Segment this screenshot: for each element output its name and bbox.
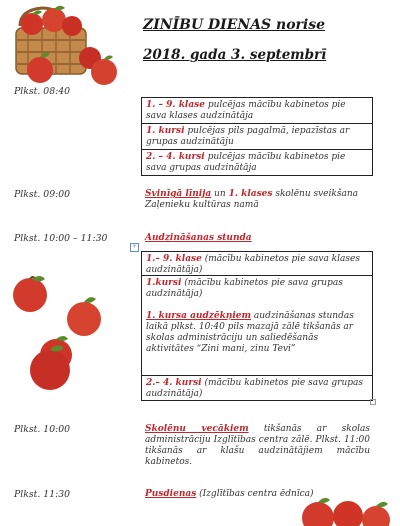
group-label: 2.– 4. kursi	[146, 378, 202, 388]
row-text: pulcējas mācību kabinetos pie sava klases audzinātāja	[146, 100, 346, 121]
event-text: Pusdienas (Izglītības centra ēdnīca)	[145, 489, 314, 499]
row-text: (mācību kabinetos pie sava grupas audzinātāja)	[146, 278, 343, 299]
group-label: 1. kursi	[146, 126, 185, 136]
table-row	[141, 124, 373, 150]
row-text: (mācību kabinetos pie sava grupas audzinātāja)	[146, 378, 364, 399]
table-row	[141, 97, 373, 124]
group-label: 2. – 4. kursi	[146, 152, 205, 162]
table-resize-handle-icon[interactable]	[370, 399, 376, 405]
time-label: Plkst. 10:00 – 11:30	[14, 233, 108, 244]
apple-basket-image	[2, 2, 120, 88]
group-label: 1. kursa audzēkņiem	[146, 311, 252, 321]
table-row	[141, 251, 373, 276]
time-label: Plkst. 09:00	[14, 189, 71, 200]
event-title: Pusdienas	[145, 489, 197, 499]
row-text: pulcējas pils pagalmā, iepazīstas ar grupas audzinātāju	[146, 126, 350, 147]
table-row	[141, 276, 373, 376]
row-text: pulcējas mācību kabinetos pie sava grupas audzinātāja	[146, 152, 346, 173]
apple-icon	[62, 293, 106, 339]
table-row	[141, 376, 373, 401]
event-title: Skolēnu vecākiem	[145, 424, 249, 434]
event-date: 2018. gada 3. septembrī	[143, 47, 327, 63]
time-label: Plkst. 11:30	[14, 489, 71, 500]
group-label: 1.– 9. klase	[146, 254, 202, 264]
row-text: audzināšanas stundas laikā plkst. 10:40 pils mazajā zālē tikšanās ar skolas administrāciju un saliedēšanās aktivitātes “Zini mani, zinu Tevi”	[146, 311, 354, 354]
event-text: Skolēnu vecākiem tikšanās ar skolas administrāciju Izglītības centra zālē. Plkst. 11:00 tikšanās ar klašu audzinātājiem mācību kabinetos.	[145, 424, 370, 467]
row-text: (mācību kabinetos pie sava klases audzinātāja)	[146, 254, 360, 275]
apple-icon	[26, 342, 76, 394]
time-label: Plkst. 10:00	[14, 424, 71, 435]
table-move-handle-icon[interactable]: +	[131, 243, 138, 250]
apples-image	[296, 492, 396, 526]
class-label: 1. klases	[228, 189, 273, 199]
page-title: ZINĪBU DIENAS norise	[143, 17, 326, 33]
table-row	[141, 150, 373, 176]
group-label: 1.kursi	[146, 278, 182, 288]
time-label: Plkst. 08:40	[14, 86, 71, 97]
event-title: Svinīgā līnija	[145, 189, 212, 199]
section-heading: Audzināšanas stunda	[145, 233, 252, 243]
event-text: Svinīgā līnija un 1. klases skolēnu sveikšana Zaļenieku kultūras namā	[145, 189, 358, 210]
group-label: 1. – 9. klase	[146, 100, 205, 110]
